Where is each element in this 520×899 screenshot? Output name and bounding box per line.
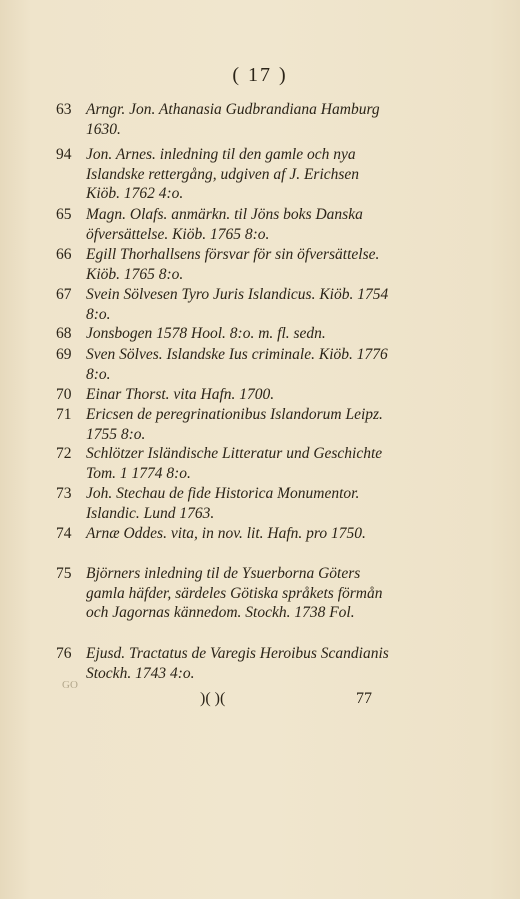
entry-number: 65 (56, 206, 72, 223)
bibliography-entry (56, 285, 396, 324)
entry-text: Ejusd. Tractatus de Varegis Heroibus Scandianis Stockh. 1743 4:o. (86, 645, 389, 682)
entry-text: Sven Sölves. Islandske Ius criminale. Kiöb. 1776 8:o. (86, 346, 388, 383)
entry-text: Arngr. Jon. Athanasia Gudbrandiana Hamburg 1630. (86, 101, 380, 138)
entry-text: Arnæ Oddes. vita, in nov. lit. Hafn. pro 1750. (86, 525, 366, 542)
entry-number: 68 (56, 325, 72, 342)
bibliography-entry (56, 444, 396, 483)
entry-number: 66 (56, 246, 72, 263)
catchword: 77 (356, 690, 372, 707)
bibliography-entry (56, 524, 396, 544)
bibliography-entry (56, 100, 396, 139)
entry-text: Einar Thorst. vita Hafn. 1700. (86, 386, 275, 403)
bibliography-entry (56, 324, 396, 344)
entry-text: Joh. Stechau de fide Historica Monumentor. Islandic. Lund 1763. (86, 485, 360, 522)
entry-number: 94 (56, 146, 72, 163)
entry-text: Jon. Arnes. inledning til den gamle och nya Islandske rettergång, udgiven af J. Erichsen Kiöb. 1762 4:o. (86, 146, 360, 202)
entry-number: 76 (56, 645, 72, 662)
entry-number: 75 (56, 565, 72, 582)
bibliography-entry (56, 205, 396, 244)
bibliography-entry (56, 644, 396, 683)
entry-text: Ericsen de peregrinationibus Islandorum Leipz. 1755 8:o. (86, 406, 383, 443)
entry-number: 69 (56, 346, 72, 363)
entry-text: Schlötzer Isländische Litteratur und Geschichte Tom. 1 1774 8:o. (86, 445, 383, 482)
bibliography-entry (56, 145, 396, 204)
bibliography-entry (56, 245, 396, 284)
entry-text: Magn. Olafs. anmärkn. til Jöns boks Danska öfversättelse. Kiöb. 1765 8:o. (86, 206, 363, 243)
entry-text: Svein Sölvesen Tyro Juris Islandicus. Kiöb. 1754 8:o. (86, 286, 389, 323)
entry-text: Egill Thorhallsens försvar för sin öfversättelse. Kiöb. 1765 8:o. (86, 246, 380, 283)
bibliography-entry (56, 484, 396, 523)
bibliography-entry (56, 405, 396, 444)
entry-number: 67 (56, 286, 72, 303)
page-footer (0, 690, 520, 712)
faint-stamp: GO (62, 679, 78, 691)
entry-number: 74 (56, 525, 72, 542)
bibliography-entry (56, 345, 396, 384)
entry-text: Björners inledning til de Ysuerborna Göters gamla häfder, särdeles Götiska språkets förmån och Jagornas kännedom. Stockh. 1738 Fol. (86, 565, 383, 621)
entry-number: 70 (56, 386, 72, 403)
entry-number: 73 (56, 485, 72, 502)
signature-mark: )( )( (200, 690, 226, 707)
entry-number: 71 (56, 406, 72, 423)
entry-text: Jonsbogen 1578 Hool. 8:o. m. fl. sedn. (86, 325, 326, 342)
entry-number: 72 (56, 445, 72, 462)
bibliography-entry (56, 385, 396, 405)
bibliography-entry (56, 564, 396, 623)
page-header: ( 17 ) (232, 64, 288, 86)
entry-number: 63 (56, 101, 72, 118)
